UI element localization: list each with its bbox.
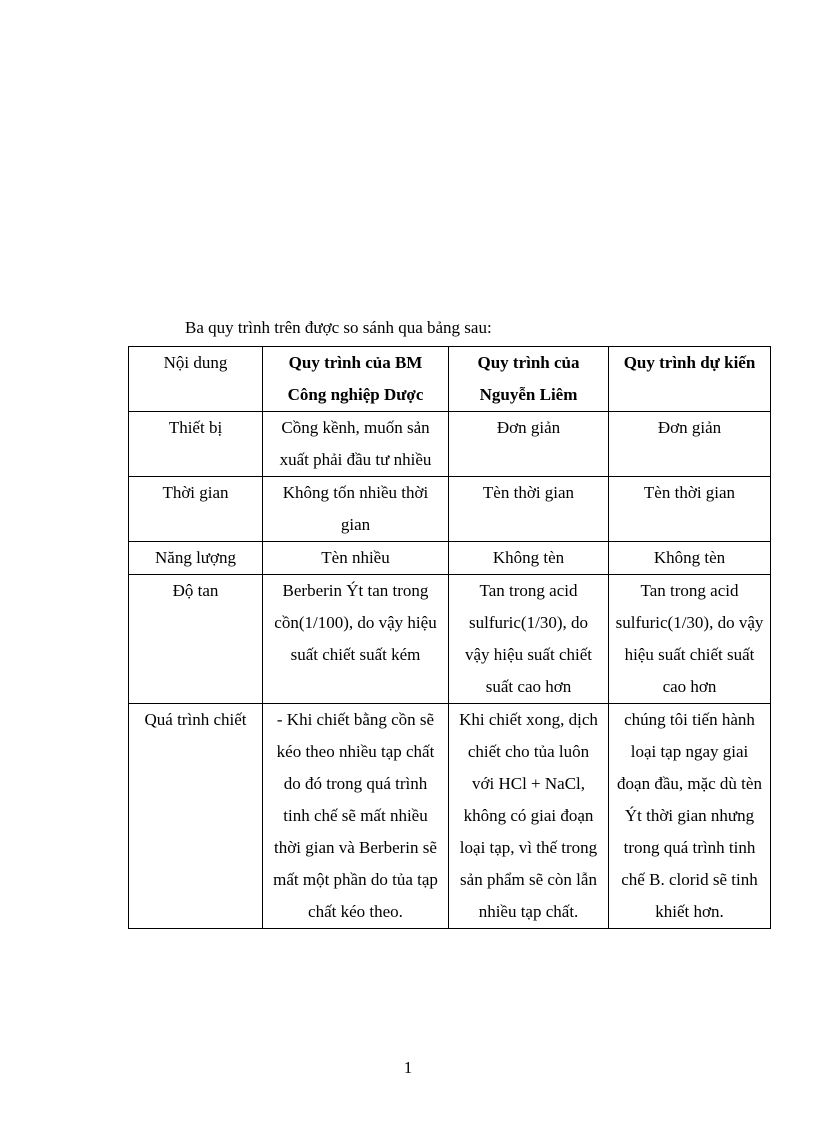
row-label: Năng lượng bbox=[129, 542, 263, 575]
header-cell-nguyen-liem-process: Quy trình của Nguyễn Liêm bbox=[449, 347, 609, 412]
table-row bbox=[129, 575, 771, 704]
table-cell: Không tèn bbox=[609, 542, 771, 575]
table-cell: Đơn giản bbox=[449, 412, 609, 477]
table-cell: Tèn thời gian bbox=[449, 477, 609, 542]
header-cell-content: Nội dung bbox=[129, 347, 263, 412]
intro-text: Ba quy trình trên được so sánh qua bảng sau: bbox=[185, 318, 492, 337]
table-row bbox=[129, 412, 771, 477]
table-row bbox=[129, 542, 771, 575]
table-cell: Berberin Ýt tan trong cồn(1/100), do vậy hiệu suất chiết suất kém bbox=[263, 575, 449, 704]
table-cell: Tèn nhiều bbox=[263, 542, 449, 575]
table-cell: chúng tôi tiến hành loại tạp ngay giai đoạn đầu, mặc dù tèn Ýt thời gian nhưng trong quá trình tinh chế B. clorid sẽ tinh khiết hơn. bbox=[609, 704, 771, 929]
comparison-table bbox=[128, 346, 771, 929]
table-header-row bbox=[129, 347, 771, 412]
table-cell: Khi chiết xong, dịch chiết cho tủa luôn với HCl + NaCl, không có giai đoạn loại tạp, vì thế trong sản phẩm sẽ còn lẫn nhiều tạp chất. bbox=[449, 704, 609, 929]
table-row bbox=[129, 704, 771, 929]
row-label: Độ tan bbox=[129, 575, 263, 704]
table-cell: Cồng kềnh, muốn sản xuất phải đầu tư nhiều bbox=[263, 412, 449, 477]
table-row bbox=[129, 477, 771, 542]
header-cell-proposed-process: Quy trình dự kiến bbox=[609, 347, 771, 412]
table-cell: Không tèn bbox=[449, 542, 609, 575]
header-cell-bm-process: Quy trình của BM Công nghiệp Dược bbox=[263, 347, 449, 412]
table-cell: Tan trong acid sulfuric(1/30), do vậy hiệu suất chiết suất cao hơn bbox=[609, 575, 771, 704]
table-cell: Tèn thời gian bbox=[609, 477, 771, 542]
row-label: Quá trình chiết bbox=[129, 704, 263, 929]
page-number: 1 bbox=[403, 1058, 413, 1077]
row-label: Thiết bị bbox=[129, 412, 263, 477]
table-cell: Tan trong acid sulfuric(1/30), do vậy hiệu suất chiết suất cao hơn bbox=[449, 575, 609, 704]
table-cell: Không tốn nhiều thời gian bbox=[263, 477, 449, 542]
row-label: Thời gian bbox=[129, 477, 263, 542]
table-cell: Đơn giản bbox=[609, 412, 771, 477]
table-cell: - Khi chiết bằng cồn sẽ kéo theo nhiều tạp chất do đó trong quá trình tinh chế sẽ mất nhiều thời gian và Berberin sẽ mất một phần do tủa tạp chất kéo theo. bbox=[263, 704, 449, 929]
